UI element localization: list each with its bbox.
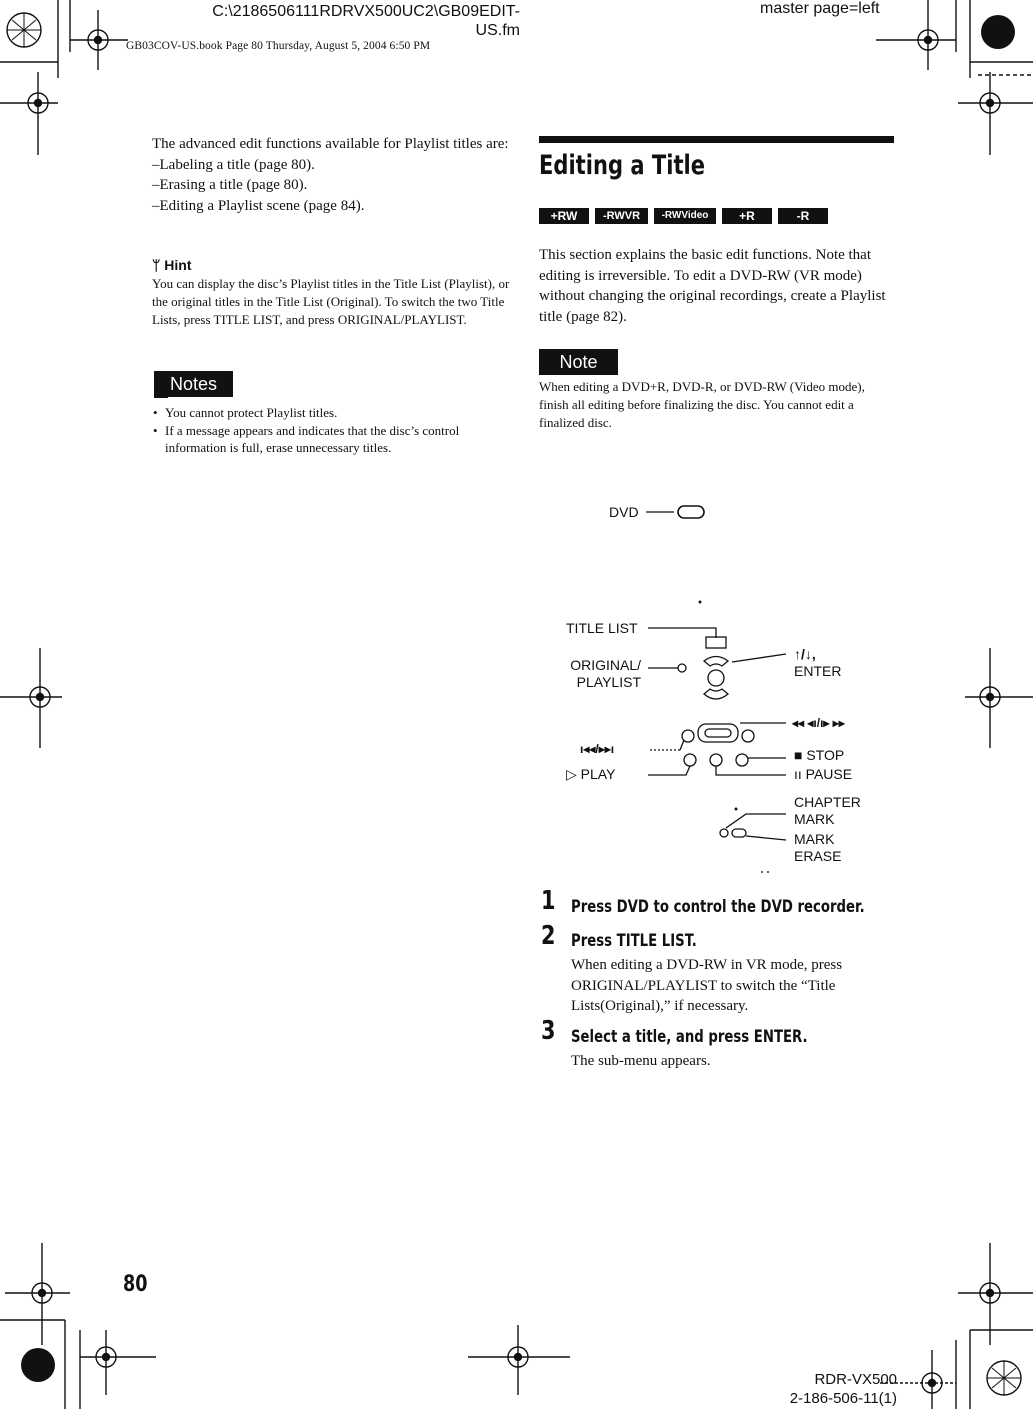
badge-plus-rw: +RW: [539, 208, 589, 224]
model-info: [760, 1370, 897, 1408]
note-label: Note: [539, 349, 618, 375]
arrows-enter-label: [794, 646, 841, 680]
prev-next-label: ı◂◂/▸▸ı: [580, 742, 615, 756]
hint-text: You can display the disc’s Playlist titles in the Title List (Playlist), or the original titles in the Title List (Original). To switch the two Title Lists, press TITLE LIST, and press ORIGINAL/PLAYLIST.: [152, 276, 510, 327]
step-body: The sub-menu appears.: [571, 1053, 711, 1069]
step-number: 3: [541, 1016, 556, 1046]
file-path-line-2: US.fm: [475, 22, 520, 39]
file-path-line-1: C:\2186506111RDRVX500UC2\GB09EDIT-: [212, 3, 520, 20]
step-title: Press DVD to control the DVD recorder.: [571, 897, 865, 917]
original-playlist-line-2: PLAYLIST: [576, 674, 641, 690]
stop-label: ■ STOP: [794, 747, 845, 763]
note-item: • You cannot protect Playlist titles.: [152, 404, 512, 422]
play-label: ▷ PLAY: [566, 766, 616, 782]
scan-slow-label: ◂◂ ◂ı/ı▸ ▸▸: [792, 716, 845, 730]
model-name: RDR-VX500: [814, 1371, 897, 1388]
section-title: Editing a Title: [539, 150, 706, 181]
notes-label-tick: [154, 395, 168, 398]
dvd-switch-icon: [640, 502, 720, 522]
pause-label: ıı PAUSE: [794, 766, 853, 782]
step-title: Select a title, and press ENTER.: [571, 1027, 808, 1047]
badge-minus-rw-video: -RWVideo: [654, 208, 716, 224]
arrows-enter-line-1: ↑/↓,: [794, 646, 816, 662]
badge-plus-r: +R: [722, 208, 772, 224]
book-info: GB03COV-US.book Page 80 Thursday, August 5, 2004 6:50 PM: [126, 40, 431, 52]
function-item: –Erasing a title (page 80).: [152, 177, 308, 193]
original-playlist-label: [566, 657, 641, 691]
page-number: 80: [123, 1272, 148, 1297]
function-item: –Editing a Playlist scene (page 84).: [152, 197, 365, 214]
hint-section: [152, 257, 512, 329]
master-page-label: master page=left: [760, 0, 880, 17]
badge-minus-r: -R: [778, 208, 828, 224]
lightbulb-icon: ᛘ: [152, 257, 161, 273]
advanced-functions-intro: [152, 134, 512, 216]
section-intro: This section explains the basic edit functions. Note that editing is irreversible. To edit a DVD-RW (VR mode) without changing the original recordings, create a Playlist title (page 82).: [539, 247, 886, 325]
chapter-mark-line-2: MARK: [794, 811, 835, 827]
title-rule: [539, 136, 894, 143]
dvd-label: DVD: [609, 504, 639, 520]
intro-text: The advanced edit functions available for Playlist titles are:: [152, 136, 509, 152]
step-body: When editing a DVD-RW in VR mode, press ORIGINAL/PLAYLIST to switch the “Title Lists(Original),” if necessary.: [571, 957, 843, 1014]
step-number: 1: [541, 886, 556, 916]
arrows-enter-line-2: ENTER: [794, 663, 842, 679]
step-title: Press TITLE LIST.: [571, 931, 697, 951]
function-item: –Labeling a title (page 80).: [152, 156, 315, 173]
notes-label: Notes: [154, 371, 233, 397]
note-item: • If a message appears and indicates that the disc’s control information is full, erase unnecessary titles.: [152, 422, 512, 457]
disc-type-badges: [539, 208, 828, 224]
badge-minus-rw-vr: -RWVR: [595, 208, 648, 224]
file-path: [140, 2, 520, 40]
part-number: 2-186-506-11(1): [789, 1390, 897, 1407]
notes-list: [152, 404, 512, 457]
hint-heading: [152, 257, 512, 273]
hint-title: Hint: [164, 257, 192, 273]
mark-erase-line-2: ERASE: [794, 848, 842, 864]
title-list-label: TITLE LIST: [566, 620, 638, 636]
chapter-mark-label: [794, 794, 861, 828]
original-playlist-line-1: ORIGINAL/: [570, 657, 641, 673]
step-number: 2: [541, 921, 556, 951]
note-text: When editing a DVD+R, DVD-R, or DVD-RW (Video mode), finish all editing before finalizing the disc. You cannot edit a finalized disc.: [539, 379, 865, 430]
mark-erase-line-1: MARK: [794, 831, 835, 847]
chapter-mark-line-1: CHAPTER: [794, 794, 861, 810]
mark-erase-label: [794, 831, 841, 865]
